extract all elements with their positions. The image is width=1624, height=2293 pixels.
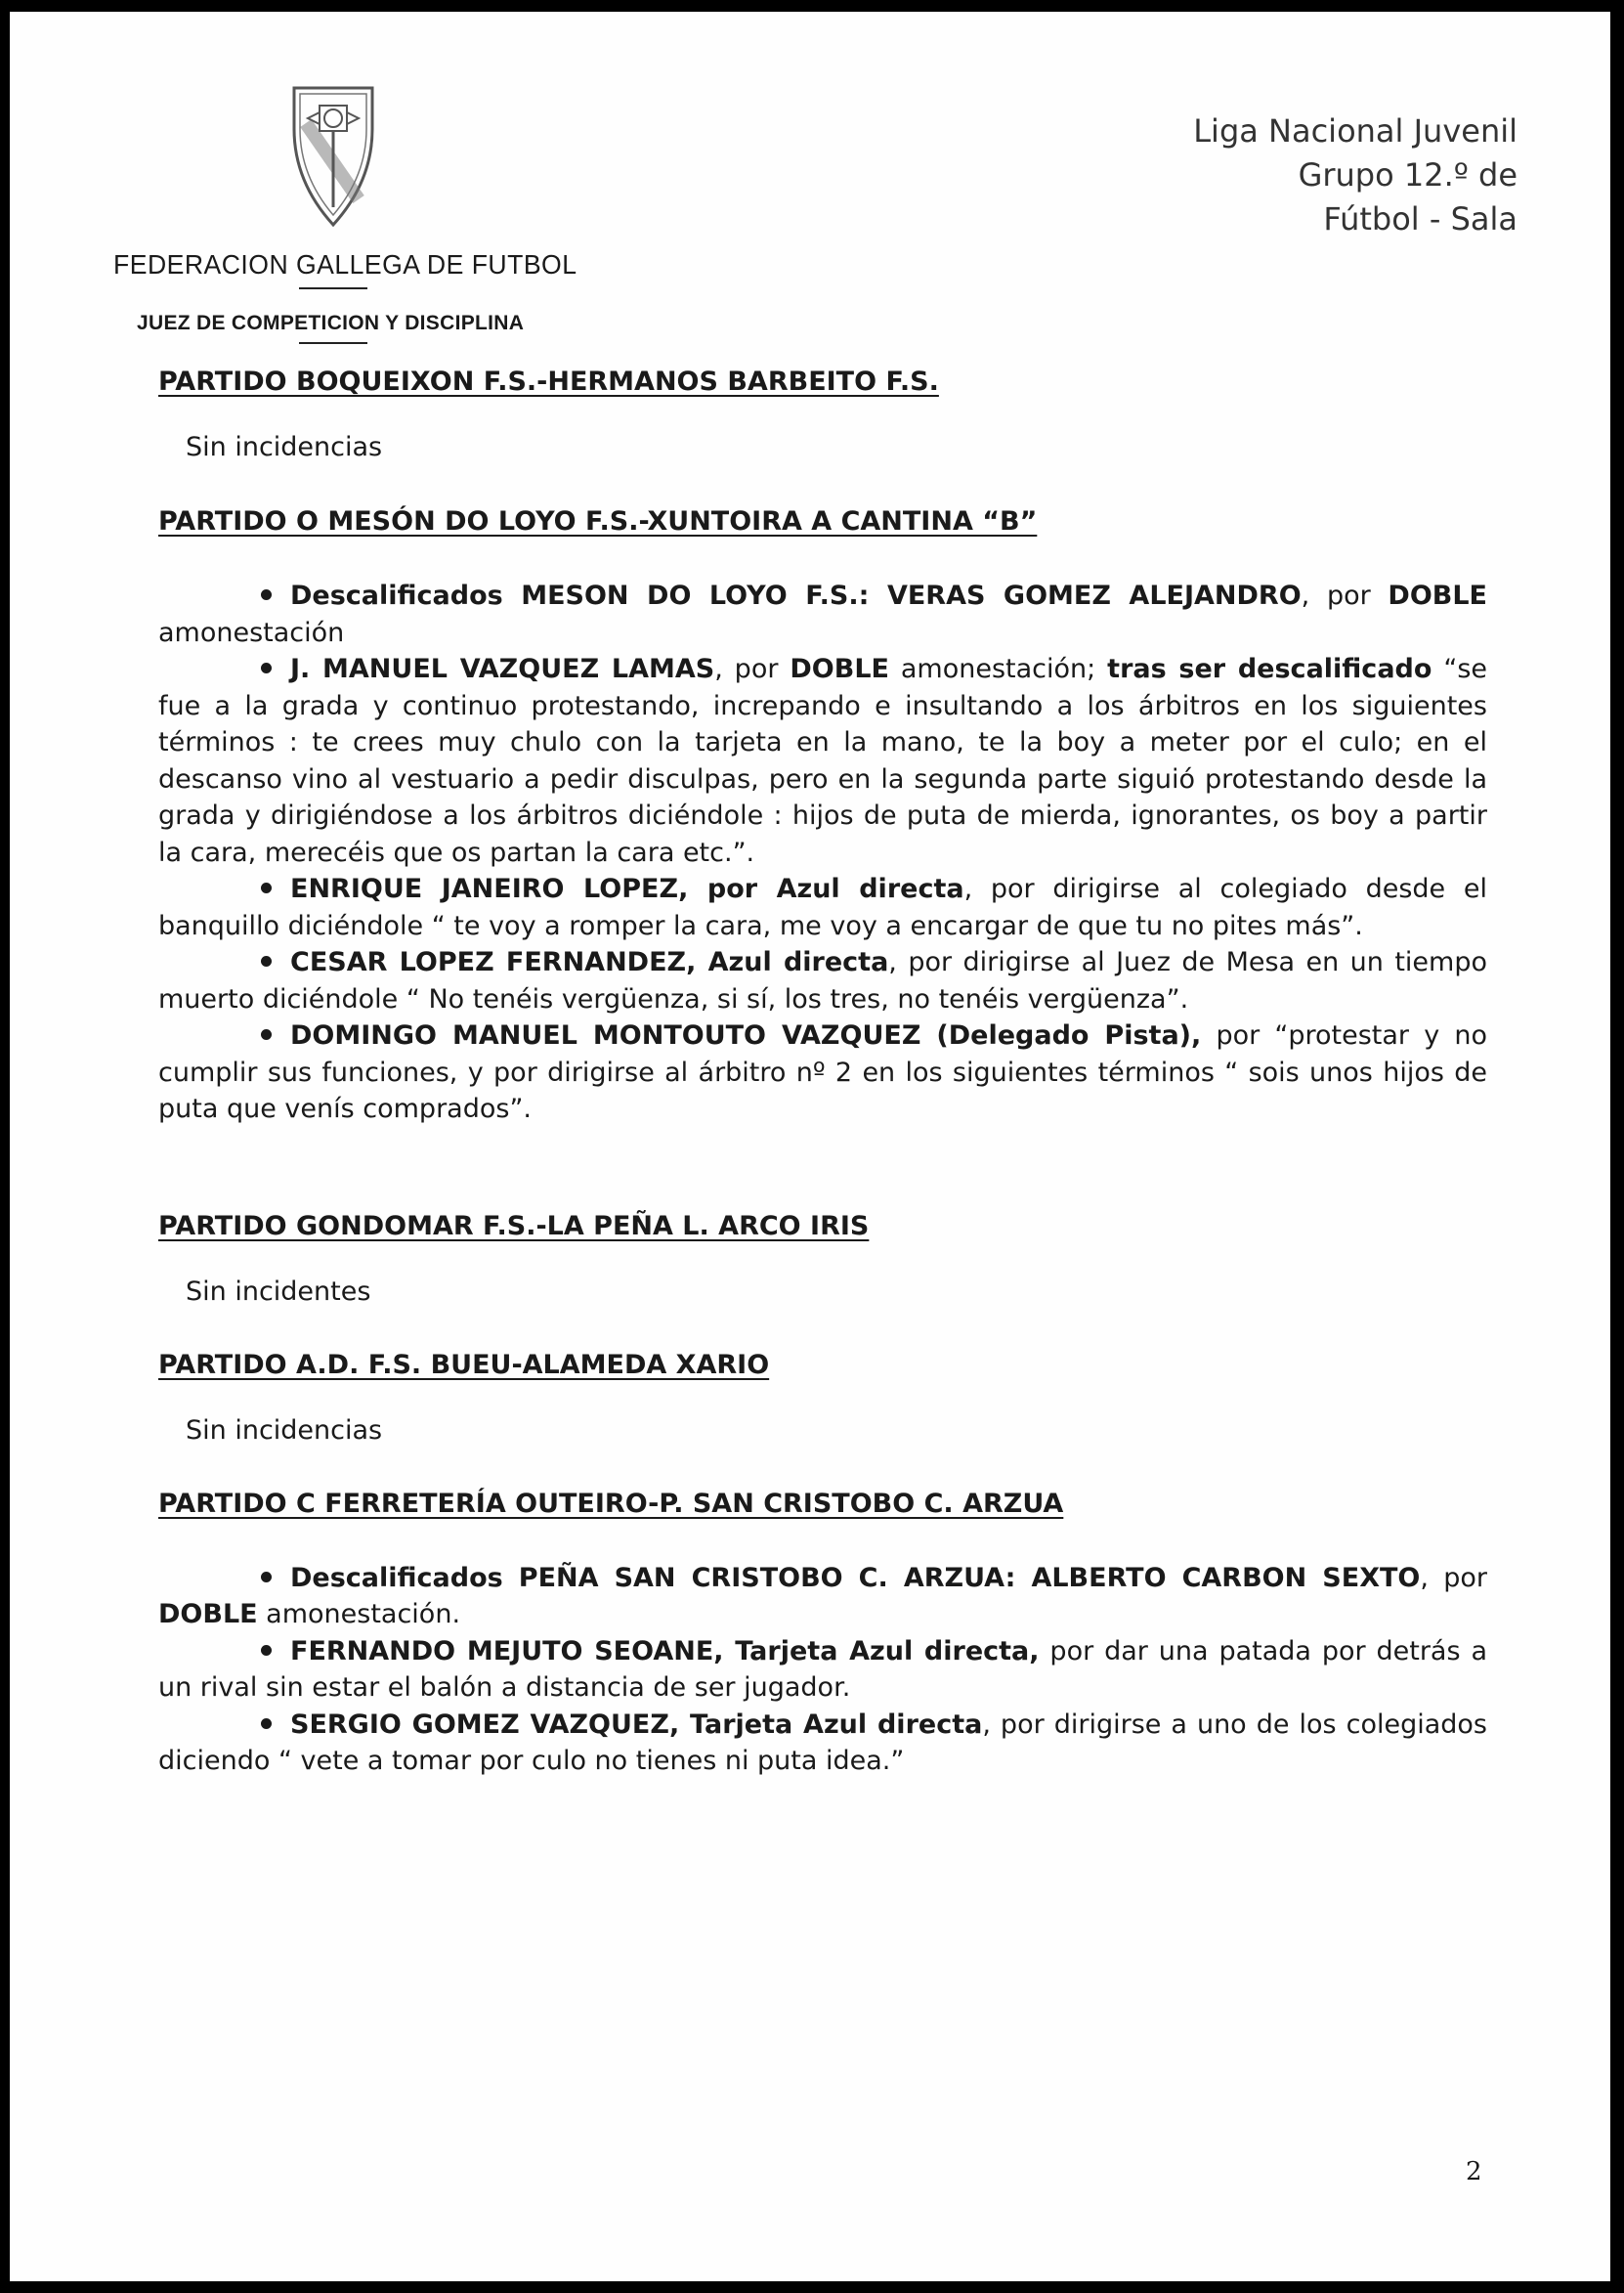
divider: [299, 287, 367, 289]
match-title: PARTIDO C FERRETERÍA OUTEIRO-P. SAN CRISTOBO C. ARZUA: [158, 1488, 1064, 1519]
matches-content: [158, 364, 1487, 1780]
bold-text: DOMINGO MANUEL MONTOUTO VAZQUEZ (Delegado Pista),: [290, 1020, 1202, 1051]
bold-text: Descalificados PEÑA SAN CRISTOBO C. ARZUA: ALBERTO CARBON SEXTO: [290, 1562, 1421, 1593]
bullet-icon: [261, 589, 272, 600]
bold-text: J. MANUEL VAZQUEZ LAMAS: [290, 654, 715, 684]
bold-text: FERNANDO MEJUTO SEOANE, Tarjeta Azul directa,: [290, 1635, 1040, 1666]
bold-text: DOBLE: [1388, 581, 1487, 611]
divider: [299, 342, 367, 344]
bullet-icon: [261, 1645, 272, 1656]
match-title: PARTIDO GONDOMAR F.S.-LA PEÑA L. ARCO IRIS: [158, 1210, 870, 1241]
match-title: PARTIDO O MESÓN DO LOYO F.S.-XUNTOIRA A CANTINA “B”: [158, 506, 1038, 537]
sanctions-list: [158, 1560, 1487, 1780]
body-text: , por dirigirse al Juez de Mesa en un tiempo muerto diciéndole “ No tenéis vergüenza, si sí, los tres, no tenéis vergüenza”.: [158, 947, 1487, 1015]
bold-text: SERGIO GOMEZ VAZQUEZ, Tarjeta Azul directa: [290, 1709, 983, 1740]
bullet-icon: [261, 663, 272, 673]
body-text: , por dirigirse a uno de los colegiados diciendo “ vete a tomar por culo no tienes ni puta idea.”: [158, 1709, 1487, 1776]
bullet-icon: [261, 1029, 272, 1040]
sanction-item: [158, 1017, 1487, 1128]
document-page: [10, 12, 1610, 2281]
sanction-item: [158, 1633, 1487, 1707]
league-line: Grupo 12.º de: [1298, 156, 1517, 194]
judge-title: JUEZ DE COMPETICION Y DISCIPLINA: [137, 312, 525, 334]
match-note: Sin incidencias: [186, 1414, 383, 1446]
bold-text: Descalificados MESON DO LOYO F.S.: VERAS GOMEZ ALEJANDRO: [290, 581, 1302, 611]
sanction-item: [158, 1560, 1487, 1633]
body-text: por dar una patada por detrás a un rival sin estar el balón a distancia de ser jugador.: [158, 1635, 1487, 1703]
body-text: amonestación: [158, 617, 345, 648]
sanction-item: [158, 651, 1487, 871]
body-text: amonestación;: [888, 654, 1108, 684]
sanction-item: [158, 871, 1487, 944]
federation-crest-icon: [286, 84, 380, 229]
bold-text: tras ser descalificado: [1107, 654, 1432, 684]
body-text: , por: [714, 654, 791, 684]
match-note: Sin incidencias: [186, 432, 383, 462]
sanction-item: [158, 944, 1487, 1017]
page-number: 2: [1466, 2157, 1482, 2186]
match-title: PARTIDO BOQUEIXON F.S.-HERMANOS BARBEITO F.S.: [158, 367, 939, 397]
bullet-icon: [261, 1572, 272, 1582]
sanction-item: [158, 1707, 1487, 1780]
body-text: “se fue a la grada y continuo protestando, increpando e insultando a los árbitros en los siguientes términos : te crees muy chulo con la tarjeta en la mano, te la boy a meter por el culo; en el descanso vino al vestuario a pedir disculpas, pero en la segunda parte siguió protestando desde la grada y dirigiéndose a los árbitros diciéndole : hijos de puta de mierda, ignorantes, os boy a partir la cara, merecéis que os partan la cara etc.”.: [158, 654, 1488, 868]
body-text: , por: [1420, 1562, 1487, 1593]
sanction-item: [158, 578, 1487, 651]
body-text: amonestación.: [257, 1599, 461, 1629]
bullet-icon: [261, 1718, 272, 1729]
bold-text: DOBLE: [790, 654, 889, 684]
league-line: Liga Nacional Juvenil: [1193, 112, 1517, 150]
bullet-icon: [261, 956, 272, 967]
match-note: Sin incidentes: [186, 1276, 371, 1307]
bullet-icon: [261, 883, 272, 893]
body-text: , por: [1301, 581, 1389, 611]
body-text: por “protestar y no cumplir sus funciones, y por dirigirse al árbitro nº 2 en los siguientes términos “ sois unos hijos de puta que venís comprados”.: [158, 1020, 1487, 1124]
league-heading: [1193, 109, 1517, 241]
match-title: PARTIDO A.D. F.S. BUEU-ALAMEDA XARIO: [158, 1349, 770, 1380]
federation-name: FEDERACION GALLEGA DE FUTBOL: [113, 249, 577, 280]
body-text: , por dirigirse al colegiado desde el banquillo diciéndole “ te voy a romper la cara, me voy a encargar de que tu no pites más”.: [158, 874, 1487, 941]
bold-text: DOBLE: [158, 1599, 258, 1629]
sanctions-list: [158, 578, 1487, 1128]
bold-text: ENRIQUE JANEIRO LOPEZ, por Azul directa: [290, 874, 964, 904]
bold-text: CESAR LOPEZ FERNANDEZ, Azul directa: [290, 947, 889, 977]
league-line: Fútbol - Sala: [1323, 200, 1517, 238]
